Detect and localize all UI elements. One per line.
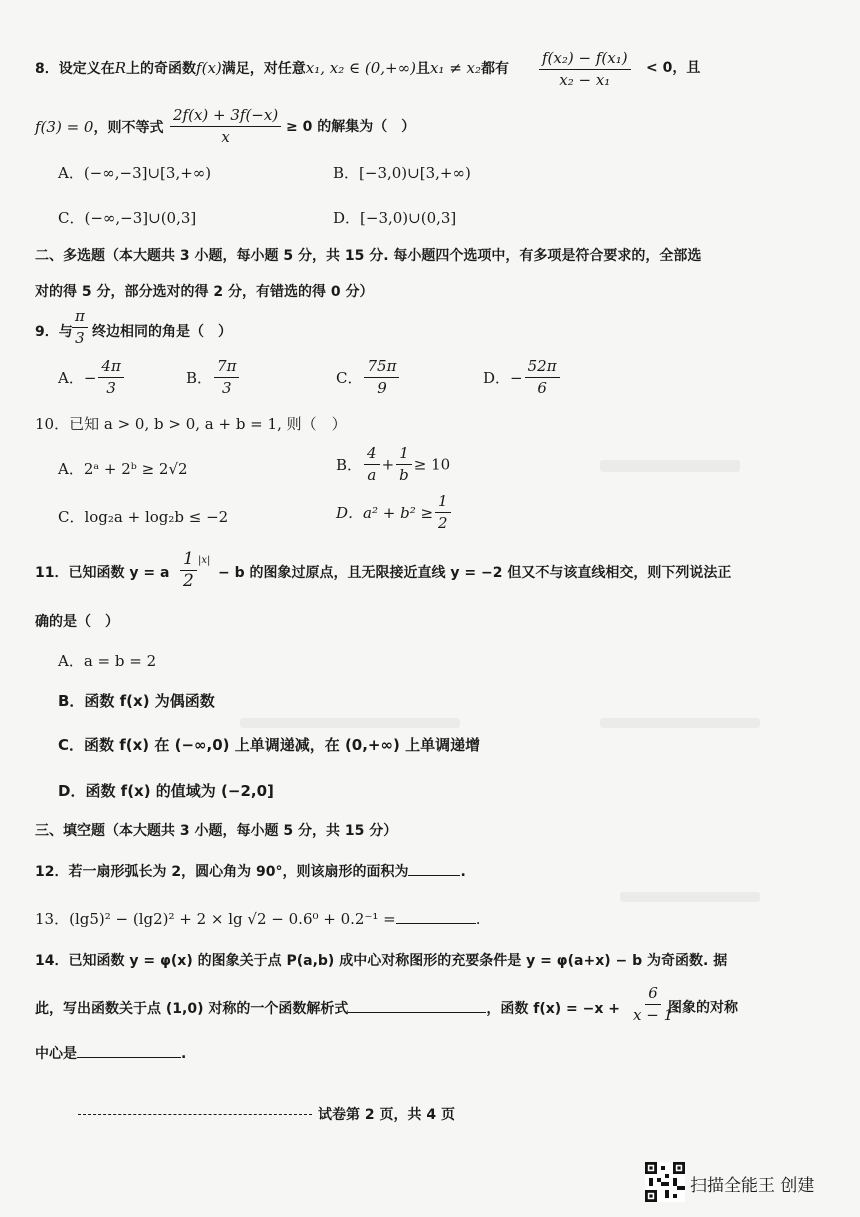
q8-option-d: D．[−3,0)∪(0,3]: [333, 209, 457, 227]
q10-option-d: D．a² + b² ≥ $\frac{1}{2}$: [336, 492, 453, 533]
q9-option-c: C． $\frac{75\pi}{9}$: [336, 357, 401, 398]
q14-line2: 此，写出函数关于点 (1,0) 对称的一个函数解析式 ，函数 f(x) = −x +: [35, 998, 620, 1019]
q14-function-blank[interactable]: [348, 998, 486, 1013]
q13-answer-blank[interactable]: [396, 909, 476, 924]
q8-option-c: C．(−∞,−3]∪(0,3]: [58, 209, 197, 227]
q11-option-c: C．函数 f(x) 在 (−∞,0) 上单调递减，在 (0,+∞) 上单调递增: [58, 736, 481, 754]
q14-line2-tail: 图象的对称: [668, 1000, 738, 1016]
q9-fraction: $\frac{\pi}{3}$: [72, 307, 88, 348]
q10-option-b: B． $\frac{4}{a}$ + $\frac{1}{b}$ ≥ 10: [336, 444, 451, 484]
q11-option-d: D．函数 f(x) 的值域为 (−2,0]: [58, 782, 274, 800]
q8-option-b: B．[−3,0)∪[3,+∞): [333, 164, 471, 182]
q10-option-a: A．2ᵃ + 2ᵇ ≥ 2√2: [58, 460, 188, 478]
q14-fraction: $\frac{6}{x - 1}$: [633, 984, 674, 1024]
footer-divider: [78, 1114, 312, 1115]
q9-prefix: 9．与: [35, 324, 73, 340]
q11-option-b: B．函数 f(x) 为偶函数: [58, 692, 215, 710]
scan-smudge: [620, 892, 760, 902]
scanner-watermark: 扫描全能王 创建: [690, 1176, 815, 1196]
scan-smudge: [240, 718, 460, 728]
q8-line2: f(3) = 0，则不等式: [35, 118, 164, 136]
q11-option-a: A．a = b = 2: [58, 652, 157, 670]
q10-stem: 10．已知 a > 0, b > 0, a + b = 1, 则（ ）: [35, 415, 347, 433]
q9-option-b: B． $\frac{7\pi}{3}$: [186, 357, 241, 398]
q9-stem: 终边相同的角是（ ）: [92, 324, 232, 340]
scan-smudge: [600, 718, 760, 728]
scan-smudge: [600, 460, 740, 472]
q9-option-d: D．− $\frac{52\pi}{6}$: [483, 357, 562, 398]
q11-exponent: |x|: [198, 555, 211, 566]
section2-heading-cont: 对的得 5 分，部分选对的得 2 分，有错选的得 0 分）: [35, 284, 374, 300]
section3-heading: 三、填空题（本大题共 3 小题，每小题 5 分，共 15 分）: [35, 823, 398, 839]
q8-condition-tail: < 0，且: [646, 60, 701, 76]
q8-inequality-fraction: $\frac{2f(x) + 3f(-x)}{x}$: [170, 106, 281, 147]
q8-line1: 8．设定义在R上的奇函数f(x)满足，对任意x₁, x₂ ∈ (0,+∞)且x₁ ≠ x₂都有: [35, 59, 510, 77]
page-footer: 试卷第 2 页，共 4 页: [78, 1104, 455, 1124]
q13-stem: 13．(lg5)² − (lg2)² + 2 × lg √2 − 0.6⁰ + 0.2⁻¹ = .: [35, 910, 481, 928]
q8-option-a: A．(−∞,−3]∪[3,+∞): [58, 164, 212, 182]
q14-line3: 中心是 .: [35, 1043, 186, 1064]
q14-line1: 14．已知函数 y = φ(x) 的图象关于点 P(a,b) 成中心对称图形的充要条件是 y = φ(a+x) − b 为奇函数. 据: [35, 953, 728, 969]
q11-stem: − b 的图象过原点，且无限接近直线 y = −2 但又不与该直线相交，则下列说法正: [218, 565, 732, 581]
q11-stem-cont: 确的是（ ）: [35, 614, 119, 630]
q14-center-blank[interactable]: [77, 1043, 181, 1058]
q9-option-a: A．− $\frac{4\pi}{3}$: [58, 357, 126, 398]
q12-answer-blank[interactable]: [408, 861, 460, 876]
q12-stem: 12．若一扇形弧长为 2，圆心角为 90°，则该扇形的面积为 .: [35, 861, 466, 882]
qr-code-icon: [645, 1162, 685, 1202]
q11-prefix: 11．已知函数 y = a: [35, 565, 170, 581]
q8-question-tail: ≥ 0 的解集为（ ）: [286, 119, 416, 135]
q11-fraction: $\frac{1}{2}$: [180, 550, 197, 591]
section2-heading: 二、多选题（本大题共 3 小题，每小题 5 分，共 15 分. 每小题四个选项中，有多项是符合要求的，全部选: [35, 248, 702, 264]
q10-option-c: C．log₂a + log₂b ≤ −2: [58, 508, 229, 526]
q8-condition-fraction: $\frac{\text{f(x₂) − f(x₁)}}{\text{x₂ − x₁}}$: [539, 49, 631, 90]
